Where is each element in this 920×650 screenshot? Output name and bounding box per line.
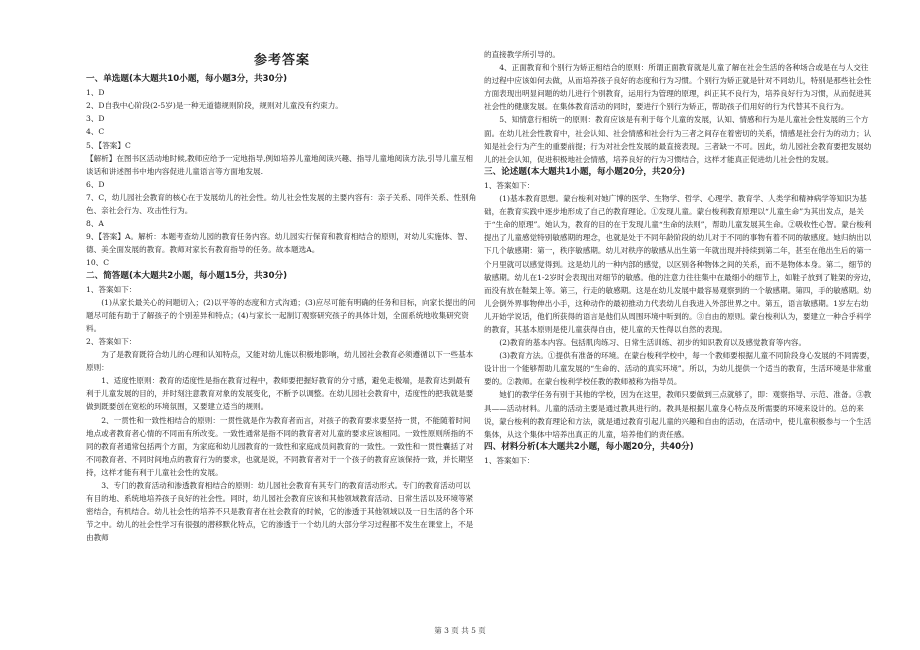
answer-line: 1、答案如下：: [484, 455, 535, 465]
answer-paragraph: 【解析】在图书区活动地时候,教师应给予一定地指导,例如培养儿童地阅读兴趣、指导儿童地阅读方法,引导儿童互相谈话和讲述图书中地内容促进儿童语言等方面地发展.: [86, 153, 473, 176]
answer-paragraph: (1)从家长最关心的问题切入；(2)以平等的态度和方式沟通；(3)应尽可能有明确的任务和目标，向家长提出的问题尽可能有助于了解孩子的个别差异和特点；(4)与家长一起制订观察研究孩子的具体计划，全面系统地收集研究资料。: [86, 297, 476, 333]
section-heading-4: 四、材料分析(本大题共2小题，每小题20分，共40分): [484, 441, 694, 452]
section-heading-1: 一、单选题(本大题共10小题，每小题3分，共30分): [86, 74, 288, 85]
answer-line: 1、答案如下：: [484, 180, 535, 190]
answer-line: 5、【答案】C: [86, 140, 131, 150]
answer-paragraph: 7、C，幼儿园社会教育的核心在于发展幼儿的社会性。幼儿社会性发展的主要内容有：亲子关系、同伴关系、性别角色、亲社会行为、攻击性行为。: [86, 192, 477, 216]
right-column: [484, 48, 876, 467]
answer-paragraph: 1、适度性原则：教育的适度性是指在教育过程中，教师要把握好教育的分寸感，避免走极端，是教育达到最有利于儿童发展的目的，并时刻注意教育对象的发展变化，不断予以调整。在幼儿园社会教育中，适度性的把我就是要做到既要创在宽松的环境氛围，又要建立适当的规则。: [86, 376, 474, 412]
answer-paragraph: (1)基本教育思想。蒙台梭利对她广博的医学、生物学、哲学、心理学、教育学、人类学和精神病学等知识为基础，在教育实践中逐步地形成了自己的教育理论。①发现儿童。蒙台梭利教育原理以“儿童生命”为其出发点，是关于“生命的原理”。她认为，教育的目的在于发现儿童“生命的法则”，帮助儿童发展其生命。②吸收性心智。蒙台梭利提出了儿童感觉特别敏感期的理念，也就是处于不同年龄阶段的幼儿对于不同的事物有着不同的敏感度。她归纳出以下几个敏感期：第一，秩序敏感期。幼儿对秩序的敏感从出生第一年就出现并持续到第二年，甚至在他出生后的第一个月里就可以感觉得到。这是幼儿的一种内部的感觉，以区别各种物体之间的关系，而不是物体本身。第二，细节的敏感期。幼儿在1-2岁时会表现出对细节的敏感。他的注意力往往集中在最细小的细节上，如鞋子放到了鞋架的旁边，而没有放在鞋架上等。第三，行走的敏感期。这是在幼儿发展中最容易观察到的一个敏感期。第四，手的敏感期。幼儿会倒外界事物伸出小手，这种动作的最初推动力代表幼儿自我进入外部世界之中。第五，语言敏感期。1岁左右幼儿开始学说话，他们所获得的语言是他们从周围环境中听到的。③自由的原则。蒙台梭利认为，要建立一种合乎科学的教育，其基本原则是使儿童获得自由，使儿童的天性得以自然的表现。: [484, 194, 876, 334]
answer-paragraph: 5、知情意行相统一的原则：教育应该是有利于每个儿童的发展，认知、情感和行为是儿童社会性发展的三个方面。在幼儿社会性教育中，社会认知、社会情感和社会行为三者之间存在着密切的关系，情感是社会行为的动力；认知是社会行为产生的重要前提；行为对社会性发展的最直接表现。三者缺一不可。因此，幼儿园社会教育要把发展幼儿的社会认知，促进积极地社会情感，培养良好的行为习惯结合，这样才能真正促进幼儿社会性的发展。: [484, 115, 872, 164]
page-title: 参考答案: [253, 53, 310, 68]
answer-line: 1、答案如下：: [86, 284, 137, 294]
answer-paragraph: (2)教育的基本内容。包括肌肉练习、日常生活训练、初步的知识教育以及感觉教育等内容。: [499, 338, 807, 348]
answer-paragraph: 为了是教育既符合幼儿的心理和认知特点，又能对幼儿施以积极地影响，幼儿园社会教育必须遵循以下一些基本原则：: [86, 350, 474, 373]
left-column: [86, 50, 478, 544]
answer-line: 的直接教学所引导的。: [484, 50, 560, 59]
page-footer: 第 3 页 共 5 页: [434, 626, 486, 635]
answer-line: 3、D: [86, 114, 105, 124]
answer-line: 10、C: [86, 258, 110, 268]
answer-line: 1、D: [86, 88, 105, 98]
answer-paragraph: 2、一贯性和一致性相结合的原则：一贯性就是作为教育者而言，对孩子的教育要求要坚持一贯，不能随着时间地点或者教育者心情的不同而有所改变。一致性通常是指不同的教育者对儿童的要求应该相同。一致性原则所指的不同的教育者通常包括两个方面，为家庭和幼儿园教育的一致性和家庭成员间教育的一致性。一致性和一贯性囊括了对不同教育者、不同时间地点的教育行为的要求，也就是说，不同教育者对于一个孩子的教育应该保持一致，并长期坚持，这样才能有利于儿童社会性的发展。: [86, 415, 474, 477]
answer-paragraph: 3、专门的教育活动和渗透教育相结合的原则：幼儿园社会教育有其专门的教育活动形式。专门的教育活动可以有目的地、系统地培养孩子良好的社会性。同时，幼儿园社会教育应该和其他领域教育活动、日常生活以及环境等紧密结合，有机结合。幼儿社会性的培养不只是教育者在社会教育的时候，它的渗透于其他领域以及一日生活的各个环节之中。幼儿的社会性学习有很强的潜移默化特点，它的渗透于一个幼儿的大部分学习过程都不发生在课堂上，不是由教师: [86, 481, 474, 543]
answer-paragraph: 她们的教学任务有别于其他的学校，因为在这里，教师只要做到三点就够了，即：观察指导、示范、准备。③教具——活动材料。儿童的活动主要是通过教具进行的。教具是根据儿童身心特点及所需要的环境来设计的。总的来说，蒙台梭利的教育理论和方法，就是通过教育引起儿童的兴趣和自由的活动，在活动中，使儿童积极参与一个生活集体，从这个集体中培养出真正的儿童，培养他们的责任感。: [484, 390, 872, 439]
answer-paragraph: 9、【答案】A。解析：本题考查幼儿园的教育任务内容。幼儿园实行保育和教育相结合的原则，对幼儿实施体、智、德、美全面发展的教育。教师对家长有教育指导的任务。故本题选A。: [86, 232, 473, 255]
answer-paragraph: (3)教育方法。①提供有准备的环境。在蒙台梭利学校中，每一个教师要根据儿童不同阶段身心发展的不同需要，设计出一个能够帮助儿童发展的“生命的、活动的真实环境”。所以，为幼儿提供一个适当的教育，生活环境是非常重要的。②教师。在蒙台梭利学校任教的教师被称为指导员。: [484, 351, 875, 387]
answer-line: 4、C: [86, 127, 105, 137]
answer-line: 8、A: [86, 219, 104, 229]
answer-line: 6、D: [86, 179, 105, 189]
answer-line: 2、答案如下：: [86, 336, 137, 346]
section-heading-2: 二、简答题(本大题共2小题，每小题15分，共30分): [86, 270, 288, 281]
answer-line: 2、D自我中心阶段(2-5岁)是一种无道德规则阶段，规则对儿童没有约束力。: [86, 101, 343, 111]
answer-paragraph: 4、正面教育和个别行为矫正相结合的原则：所谓正面教育就是儿童了解在社会生活的各种场合或是在与人交往的过程中应该如何去做，从而培养孩子良好的态度和行为习惯。个别行为矫正就是针对不同幼儿，特别是那些社会性方面表现出明显问题的幼儿进行个别教育，运用行为管理的原理，纠正其不良行为，培养良好行为习惯，从而促进其社会性的健康发展。在集体教育活动的同时，要进行个别行为矫正，帮助孩子们用好的行为代替其不良行为。: [484, 63, 872, 112]
section-heading-3: 三、论述题(本大题共1小题，每小题20分，共20分): [484, 166, 686, 177]
